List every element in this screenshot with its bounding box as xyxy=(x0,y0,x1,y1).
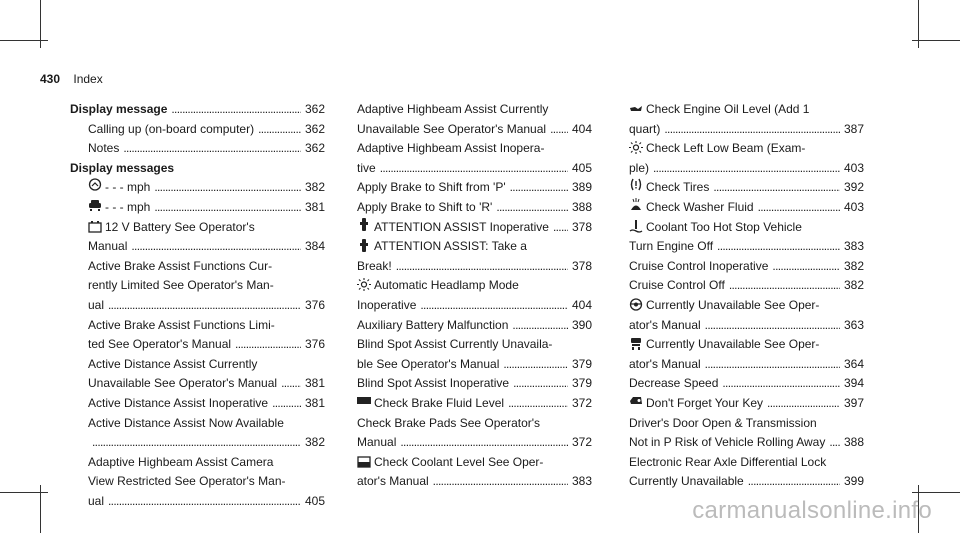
index-entry xyxy=(629,198,864,218)
page-ref[interactable]: 382 xyxy=(843,258,864,273)
page-ref[interactable]: 404 xyxy=(571,121,592,136)
index-entry xyxy=(70,198,325,218)
page-ref[interactable]: 363 xyxy=(843,317,864,332)
index-entry-line xyxy=(357,374,592,394)
page-ref[interactable]: 394 xyxy=(843,376,864,391)
index-entry xyxy=(357,178,592,198)
section-title: Index xyxy=(73,72,103,86)
index-entry-line xyxy=(88,237,325,257)
index-column-2 xyxy=(357,100,592,492)
index-entry-line xyxy=(88,374,325,394)
index-entry-line xyxy=(629,237,864,257)
page-ref[interactable]: 392 xyxy=(843,180,864,195)
leader-dots xyxy=(420,296,568,316)
index-entry-line xyxy=(629,120,864,140)
index-entry xyxy=(70,316,325,355)
index-entry xyxy=(357,374,592,394)
entry-text: Active Distance Assist Inoperative xyxy=(88,395,269,410)
headlamp-icon xyxy=(357,278,371,291)
entry-text: Manual xyxy=(357,435,397,450)
leader-dots xyxy=(513,374,568,394)
entry-text: Notes xyxy=(88,141,120,156)
entry-text: rently Limited See Operator's Man- xyxy=(88,278,274,293)
page-ref[interactable]: 379 xyxy=(571,356,592,371)
leader-dots xyxy=(705,316,840,336)
page-ref[interactable]: 389 xyxy=(571,180,592,195)
index-entry xyxy=(629,139,864,178)
leader-dots xyxy=(510,178,568,198)
coolant-temp-icon xyxy=(629,220,643,233)
index-entry-line xyxy=(88,296,325,316)
entry-text: Turn Engine Off xyxy=(629,239,714,254)
crop-mark-bottom-right-h xyxy=(912,492,960,493)
entry-text: Driver's Door Open & Transmission xyxy=(629,415,817,430)
entry-text: Decrease Speed xyxy=(629,376,719,391)
index-entry-line xyxy=(357,178,592,198)
page-ref[interactable]: 376 xyxy=(304,337,325,352)
entry-text: Coolant Too Hot Stop Vehicle xyxy=(629,218,864,238)
entry-text: ATTENTION ASSIST Inoperative xyxy=(374,219,549,234)
index-entry-line xyxy=(629,394,864,414)
page-ref[interactable]: 404 xyxy=(571,297,592,312)
index-entry-line xyxy=(629,433,864,453)
entry-text: ual xyxy=(88,297,105,312)
index-entry-line xyxy=(357,120,592,140)
entry-text: Break! xyxy=(357,258,392,273)
index-entry xyxy=(357,198,592,218)
entry-text: Currently Unavailable xyxy=(629,474,744,489)
index-entry xyxy=(70,394,325,414)
index-entry-line xyxy=(357,159,592,179)
entry-text: Blind Spot Assist Inoperative xyxy=(357,376,510,391)
index-entry-line xyxy=(357,296,592,316)
page-ref[interactable]: 364 xyxy=(843,356,864,371)
page-ref[interactable]: 381 xyxy=(304,199,325,214)
coolant-icon xyxy=(357,455,371,468)
leader-dots xyxy=(829,433,840,453)
seat-icon xyxy=(629,337,643,350)
index-entry xyxy=(70,178,325,198)
leader-dots xyxy=(705,355,840,375)
leader-dots xyxy=(496,198,568,218)
page-ref[interactable]: 405 xyxy=(571,160,592,175)
index-entry xyxy=(357,218,592,238)
index-entry xyxy=(70,218,325,257)
leader-dots xyxy=(503,355,568,375)
entry-text: ator's Manual xyxy=(629,317,701,332)
index-entry-line xyxy=(357,394,592,414)
entry-text: tive xyxy=(357,160,376,175)
entry-text: Don't Forget Your Key xyxy=(646,395,764,410)
entry-text: Check Brake Fluid Level xyxy=(374,395,505,410)
index-entry-line xyxy=(70,100,325,120)
page-ref[interactable]: 388 xyxy=(571,199,592,214)
index-entry xyxy=(70,257,325,316)
page-ref[interactable]: 390 xyxy=(571,317,592,332)
index-entry xyxy=(70,139,325,159)
leader-dots xyxy=(108,492,301,512)
entry-text: Automatic Headlamp Mode xyxy=(357,276,592,296)
entry-text: ator's Manual xyxy=(357,474,429,489)
index-entry-line xyxy=(88,198,325,218)
page-ref[interactable]: 399 xyxy=(843,474,864,489)
page-ref[interactable]: 379 xyxy=(571,376,592,391)
entry-text: Currently Unavailable See Oper- xyxy=(629,335,864,355)
index-entry xyxy=(357,316,592,336)
entry-text: Apply Brake to Shift to 'R' xyxy=(357,199,493,214)
leader-dots xyxy=(171,100,301,120)
leader-dots xyxy=(154,178,301,198)
distance-car-icon xyxy=(88,198,102,211)
page-ref[interactable]: 384 xyxy=(304,239,325,254)
entry-text: View Restricted See Operator's Man- xyxy=(88,474,286,489)
entry-text: Display message xyxy=(70,102,168,116)
entry-text: Inoperative xyxy=(357,297,417,312)
index-entry xyxy=(629,257,864,277)
page-ref[interactable]: 382 xyxy=(304,435,325,450)
index-entry xyxy=(629,178,864,198)
headlamp-icon xyxy=(629,141,643,154)
page-ref[interactable]: 382 xyxy=(304,180,325,195)
entry-text: Cruise Control Off xyxy=(629,278,725,293)
entry-text: Display messages xyxy=(70,160,175,175)
index-entry-line xyxy=(88,492,325,512)
entry-text: Adaptive Highbeam Assist Camera xyxy=(88,454,274,469)
attention-assist-icon xyxy=(357,239,371,252)
index-column-3 xyxy=(629,100,864,492)
entry-text: Check Coolant Level See Oper- xyxy=(357,453,592,473)
index-entry-line xyxy=(357,433,592,453)
index-entry-line xyxy=(88,335,325,355)
index-entry xyxy=(70,453,325,512)
entry-text: Currently Unavailable See Oper- xyxy=(629,296,864,316)
entry-text: Blind Spot Assist Currently Unavaila- xyxy=(357,337,553,352)
index-entry-line xyxy=(629,276,864,296)
index-entry xyxy=(357,100,592,139)
page-ref[interactable]: 362 xyxy=(304,121,325,136)
entry-text: - - - mph xyxy=(105,199,151,214)
crop-mark-top-left-h xyxy=(0,40,48,41)
index-entry-line xyxy=(629,374,864,394)
index-entry-line xyxy=(88,139,325,159)
page-ref[interactable]: 362 xyxy=(304,141,325,156)
index-entry xyxy=(357,237,592,276)
index-entry xyxy=(357,414,592,453)
leader-dots xyxy=(758,198,840,218)
leader-dots xyxy=(281,374,301,394)
index-entry-line xyxy=(357,218,592,238)
index-entry-line xyxy=(357,257,592,277)
page-ref[interactable]: 382 xyxy=(843,278,864,293)
index-entry-line xyxy=(629,472,864,492)
page-header xyxy=(40,72,103,86)
index-entry-line xyxy=(357,198,592,218)
entry-text: - - - mph xyxy=(105,180,151,195)
leader-dots xyxy=(258,120,301,140)
entry-text: 12 V Battery See Operator's xyxy=(88,218,325,238)
entry-text: Active Distance Assist Currently xyxy=(88,356,258,371)
index-entry-line xyxy=(629,257,864,277)
index-entry-line xyxy=(629,178,864,198)
leader-dots xyxy=(272,394,301,414)
index-entry xyxy=(70,159,325,179)
page-ref[interactable]: 376 xyxy=(304,297,325,312)
page-ref[interactable]: 378 xyxy=(571,219,592,234)
page-ref[interactable]: 378 xyxy=(571,258,592,273)
page-ref[interactable]: 362 xyxy=(304,102,325,116)
washer-icon xyxy=(629,198,643,211)
entry-text: Check Left Low Beam (Exam- xyxy=(629,139,864,159)
page-ref[interactable]: 372 xyxy=(571,395,592,410)
crop-mark-bottom-left-h xyxy=(0,492,48,493)
entry-text: Cruise Control Inoperative xyxy=(629,258,769,273)
entry-text: Adaptive Highbeam Assist Currently xyxy=(357,102,549,116)
battery-icon xyxy=(88,220,102,233)
index-entry xyxy=(629,453,864,492)
leader-dots xyxy=(550,120,568,140)
index-entry xyxy=(629,394,864,414)
leader-dots xyxy=(400,433,568,453)
page-ref[interactable]: 381 xyxy=(304,395,325,410)
attention-assist-icon xyxy=(357,218,371,231)
entry-text: Not in P Risk of Vehicle Rolling Away xyxy=(629,435,826,450)
index-entry xyxy=(629,276,864,296)
page-ref[interactable]: 387 xyxy=(843,121,864,136)
page-ref[interactable]: 372 xyxy=(571,435,592,450)
page-ref[interactable]: 405 xyxy=(304,493,325,508)
entry-text: Calling up (on-board computer) xyxy=(88,121,255,136)
index-entry xyxy=(357,276,592,315)
page-ref[interactable]: 383 xyxy=(571,474,592,489)
leader-dots xyxy=(767,394,840,414)
entry-text: Electronic Rear Axle Differential Lock xyxy=(629,454,827,469)
leader-dots xyxy=(92,433,301,453)
page-number: 430 xyxy=(40,72,61,86)
index-entry xyxy=(70,100,325,120)
leader-dots xyxy=(108,296,301,316)
entry-text: ted See Operator's Manual xyxy=(88,337,232,352)
entry-text: Auxiliary Battery Malfunction xyxy=(357,317,509,332)
entry-text: Check Washer Fluid xyxy=(646,199,754,214)
index-entry xyxy=(70,120,325,140)
index-entry xyxy=(629,218,864,257)
entry-text: Manual xyxy=(88,239,128,254)
index-entry-line xyxy=(629,159,864,179)
entry-text: ATTENTION ASSIST: Take a xyxy=(357,237,592,257)
leader-dots xyxy=(772,257,840,277)
index-entry-line xyxy=(629,198,864,218)
index-entry xyxy=(70,355,325,394)
index-column-1 xyxy=(70,100,325,511)
index-entry xyxy=(357,453,592,492)
index-entry-line xyxy=(629,355,864,375)
index-entry-line xyxy=(88,120,325,140)
entry-text: Check Engine Oil Level (Add 1 xyxy=(629,100,864,120)
brake-icon xyxy=(357,394,371,407)
leader-dots xyxy=(433,472,568,492)
entry-text: Active Brake Assist Functions Limi- xyxy=(88,317,275,332)
leader-dots xyxy=(653,159,840,179)
key-icon xyxy=(629,394,643,407)
page-ref[interactable]: 388 xyxy=(843,435,864,450)
leader-dots xyxy=(235,335,301,355)
index-entry xyxy=(629,414,864,453)
index-entry xyxy=(629,335,864,374)
oil-can-icon xyxy=(629,102,643,115)
entry-text: ple) xyxy=(629,160,650,175)
index-entry-line xyxy=(629,316,864,336)
entry-text: Adaptive Highbeam Assist Inopera- xyxy=(357,141,545,156)
index-entry xyxy=(357,394,592,414)
entry-text: Check Brake Pads See Operator's xyxy=(357,415,541,430)
leader-dots xyxy=(512,316,568,336)
index-entry-line xyxy=(357,472,592,492)
index-entry xyxy=(357,335,592,374)
entry-text: Unavailable See Operator's Manual xyxy=(88,376,278,391)
page-ref[interactable]: 381 xyxy=(304,376,325,391)
crop-mark-top-right-h xyxy=(912,40,960,41)
entry-text: ual xyxy=(88,493,105,508)
leader-dots xyxy=(664,120,840,140)
leader-dots xyxy=(713,178,840,198)
entry-text: Active Brake Assist Functions Cur- xyxy=(88,258,273,273)
index-entry xyxy=(357,139,592,178)
page-ref[interactable]: 397 xyxy=(843,395,864,410)
index-entry xyxy=(70,414,325,453)
entry-text: quart) xyxy=(629,121,661,136)
watermark: carmanualsonline.info xyxy=(692,497,932,524)
entry-text: Unavailable See Operator's Manual xyxy=(357,121,547,136)
leader-dots xyxy=(396,257,568,277)
leader-dots xyxy=(154,198,301,218)
index-entry-line xyxy=(88,394,325,414)
index-entry-line xyxy=(88,178,325,198)
entry-text: Check Tires xyxy=(646,180,710,195)
entry-text: Active Distance Assist Now Available xyxy=(88,415,284,430)
index-entry xyxy=(629,100,864,139)
entry-text: ator's Manual xyxy=(629,356,701,371)
leader-dots xyxy=(380,159,568,179)
page-ref[interactable]: 383 xyxy=(843,239,864,254)
leader-dots xyxy=(131,237,301,257)
index-entry-line xyxy=(88,433,325,453)
leader-dots xyxy=(553,218,568,238)
page-ref[interactable]: 403 xyxy=(843,199,864,214)
leader-dots xyxy=(748,472,840,492)
leader-dots xyxy=(717,237,840,257)
steering-icon xyxy=(629,298,643,311)
page-ref[interactable]: 403 xyxy=(843,160,864,175)
index-entry xyxy=(629,374,864,394)
entry-text: ble See Operator's Manual xyxy=(357,356,500,371)
index-entry-line xyxy=(357,355,592,375)
tire-icon xyxy=(629,178,643,191)
leader-dots xyxy=(729,276,840,296)
entry-text: Apply Brake to Shift from 'P' xyxy=(357,180,506,195)
leader-dots xyxy=(123,139,301,159)
speed-limit-icon xyxy=(88,178,102,191)
leader-dots xyxy=(508,394,568,414)
leader-dots xyxy=(722,374,840,394)
index-entry-line xyxy=(357,316,592,336)
index-entry xyxy=(629,296,864,335)
